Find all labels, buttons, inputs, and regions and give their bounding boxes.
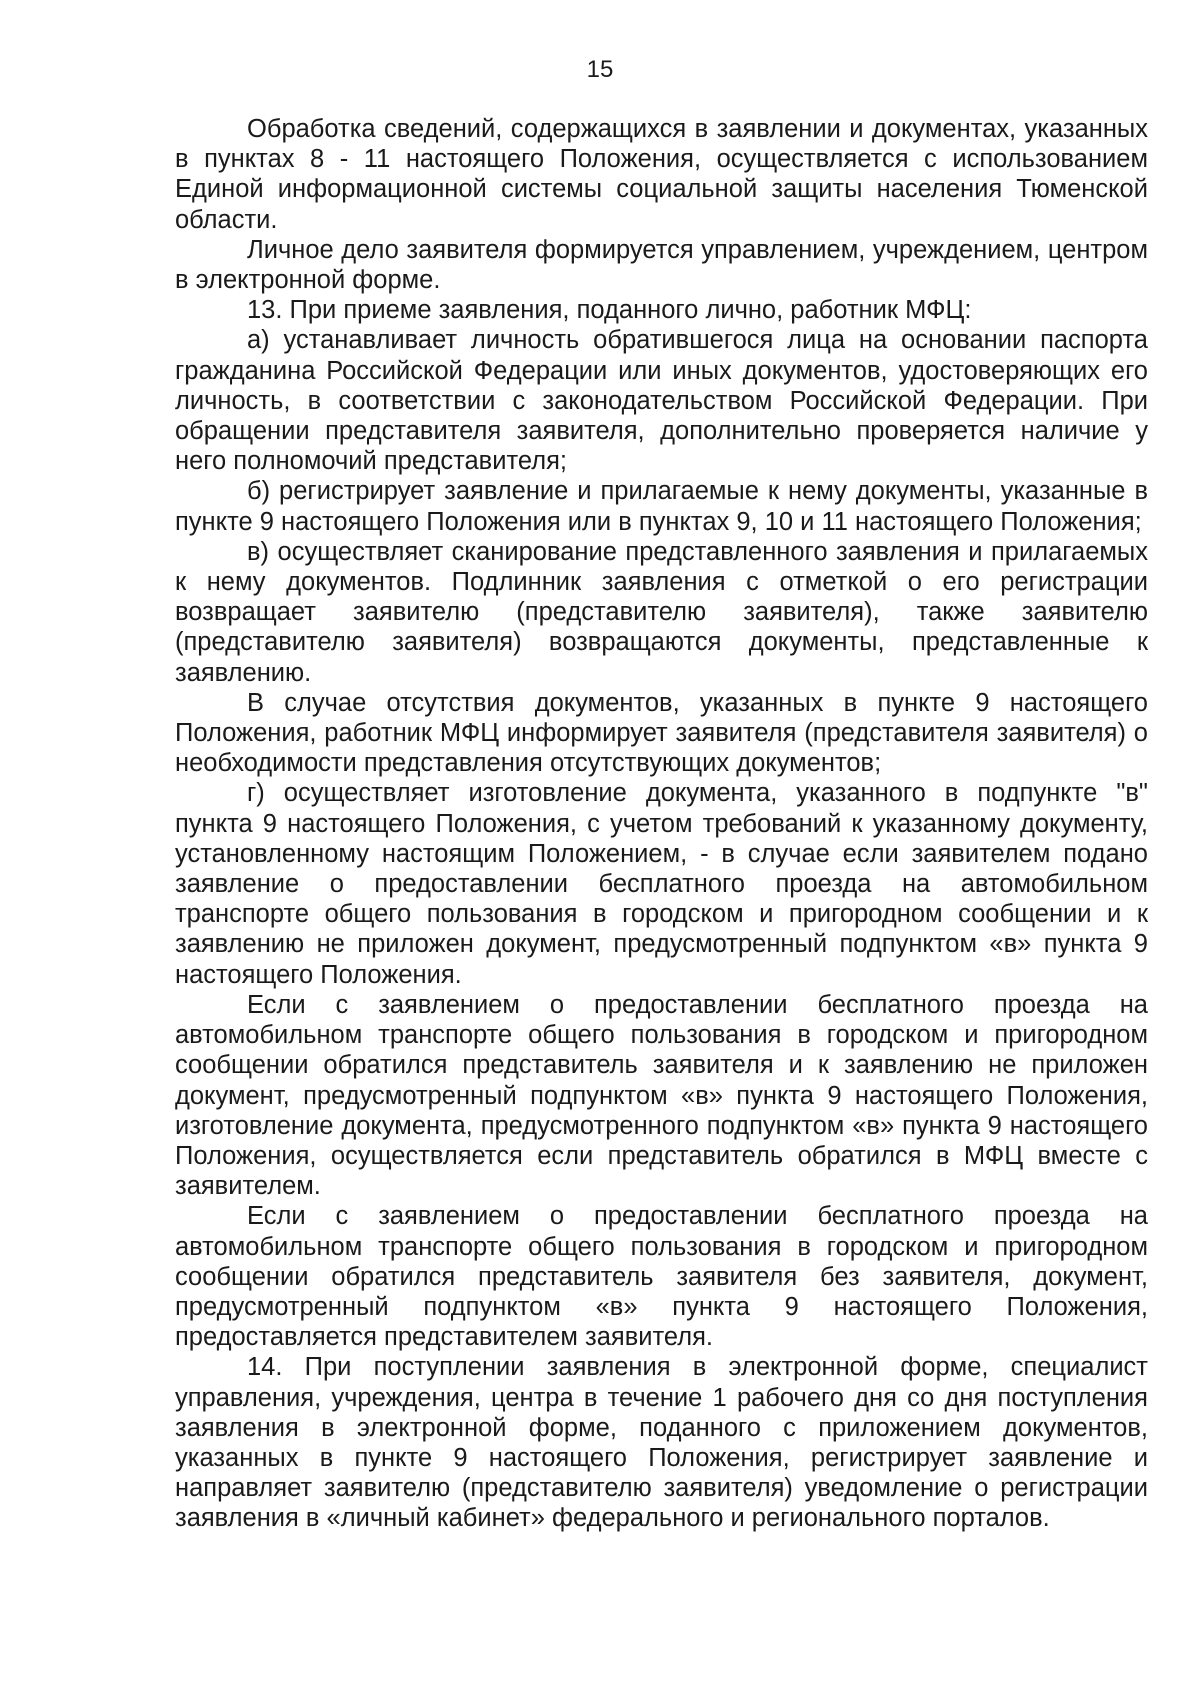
paragraph: Если с заявлением о предоставлении бесплатного проезда на автомобильном транспорте общего пользования в городском и пригородном сообщении обратился представитель заявителя без заявителя, документ, предусмотренный подпунктом «в» пункта 9 настоящего Положения, предоставляется представителем заявителя. — [175, 1202, 1148, 1352]
paragraph: б) регистрирует заявление и прилагаемые к нему документы, указанные в пункте 9 настоящего Положения или в пунктах 9, 10 и 11 настоящего Положения; — [175, 477, 1148, 536]
paragraph: г) осуществляет изготовление документа, указанного в подпункте "в" пункта 9 настоящего Положения, с учетом требований к указанному документу, установленному настоящим Положением, - в случае если заявителем подано заявление о предоставлении бесплатного проезда на автомобильном транспорте общего пользования в городском и пригородном сообщении и к заявлению не приложен документ, предусмотренный подпунктом «в» пункта 9 настоящего Положения. — [175, 779, 1148, 989]
paragraph: а) устанавливает личность обратившегося лица на основании паспорта гражданина Российской Федерации или иных документов, удостоверяющих его личность, в соответствии с законодательством Российской Федерации. При обращении представителя заявителя, дополнительно проверяется наличие у него полномочий представителя; — [175, 326, 1148, 476]
paragraph: В случае отсутствия документов, указанных в пункте 9 настоящего Положения, работник МФЦ информирует заявителя (представителя заявителя) о необходимости представления отсутствующих документов; — [175, 688, 1148, 778]
paragraph: в) осуществляет сканирование представленного заявления и прилагаемых к нему документов. Подлинник заявления с отметкой о его регистрации возвращает заявителю (представителю заявителя), также заявителю (представителю заявителя) возвращаются документы, представленные к заявлению. — [175, 537, 1148, 687]
page-number: 15 — [586, 56, 614, 83]
paragraph: Если с заявлением о предоставлении бесплатного проезда на автомобильном транспорте общего пользования в городском и пригородном сообщении обратился представитель заявителя и к заявлению не приложен документ, предусмотренный подпунктом «в» пункта 9 настоящего Положения, изготовление документа, предусмотренного подпунктом «в» пункта 9 настоящего Положения, осуществляется если представитель обратился в МФЦ вместе с заявителем. — [175, 990, 1148, 1201]
paragraph: Обработка сведений, содержащихся в заявлении и документах, указанных в пунктах 8 - 11 настоящего Положения, осуществляется с использованием Единой информационной системы социальной защиты населения Тюменской области. — [175, 115, 1148, 234]
paragraph: Личное дело заявителя формируется управлением, учреждением, центром в электронной форме. — [175, 235, 1148, 295]
paragraph: 13. При приеме заявления, поданного лично, работник МФЦ: — [247, 296, 972, 325]
document-body — [175, 114, 1148, 1534]
paragraph: 14. При поступлении заявления в электронной форме, специалист управления, учреждения, центра в течение 1 рабочего дня со дня поступления заявления в электронной форме, поданного с приложением документов, указанных в пункте 9 настоящего Положения, регистрирует заявление и направляет заявителю (представителю заявителя) уведомление о регистрации заявления в «личный кабинет» федерального и регионального порталов. — [175, 1353, 1148, 1533]
